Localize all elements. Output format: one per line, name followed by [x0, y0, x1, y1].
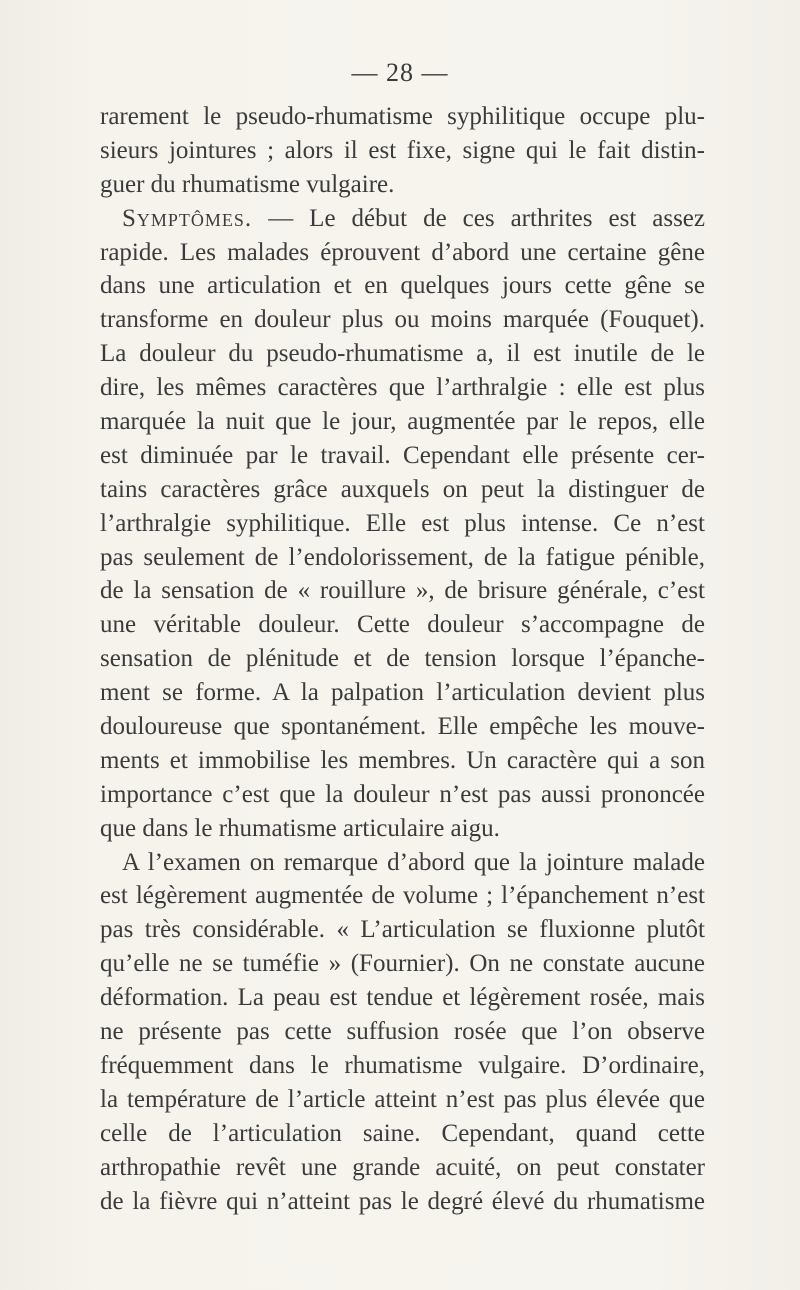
text-line: que dans le rhumatisme articulaire aigu. [100, 814, 500, 842]
text-line: tains caractères grâce auxquels on peut la distinguer de [100, 475, 705, 503]
text-line: importance c’est que la douleur n’est pas aussi prononcée [100, 780, 705, 808]
text-line: l’arthralgie syphilitique. Elle est plus intense. Ce n’est [100, 509, 705, 537]
text-line: celle de l’articulation saine. Cependant, quand cette [100, 1119, 705, 1147]
text-line: sieurs jointures ; alors il est fixe, signe qui le fait distin- [100, 136, 705, 164]
text-line: arthropathie revêt une grande acuité, on peut constater [100, 1153, 705, 1181]
text-line: est légèrement augmentée de volume ; l’épanchement n’est [100, 882, 705, 910]
text-line: est diminuée par le travail. Cependant elle présente cer- [100, 441, 705, 469]
text-line: guer du rhumatisme vulgaire. [100, 170, 395, 198]
text-line: fréquemment dans le rhumatisme vulgaire. D’ordinaire, [100, 1051, 705, 1079]
text-line: qu’elle ne se tuméfie » (Fournier). On ne constate aucune [100, 950, 705, 978]
text-line: pas seulement de l’endolorissement, de la fatigue pénible, [100, 543, 705, 571]
text-line: ment se forme. A la palpation l’articulation devient plus [100, 679, 705, 707]
text-line: dans une articulation et en quelques jours cette gêne se [100, 272, 705, 300]
text-line: marquée la nuit que le jour, augmentée par le repos, elle [100, 408, 705, 436]
text-line-fragment: — Le début de ces arthrites est assez [268, 204, 705, 232]
text-line: déformation. La peau est tendue et légèrement rosée, mais [100, 984, 705, 1012]
body-text [100, 100, 705, 1218]
text-line: de la sensation de « rouillure », de brisure générale, c’est [100, 577, 705, 605]
text-line: de la fièvre qui n’atteint pas le degré élevé du rhumatisme [100, 1187, 705, 1215]
text-line: pas très considérable. « L’articulation se fluxionne plutôt [100, 916, 705, 944]
text-line: A l’examen on remarque d’abord que la jointure malade [122, 848, 705, 876]
text-line: une véritable douleur. Cette douleur s’accompagne de [100, 611, 705, 639]
text-line: douloureuse que spontanément. Elle empêche les mouve- [100, 713, 705, 741]
text-line [100, 202, 705, 236]
text-line: dire, les mêmes caractères que l’arthralgie : elle est plus [100, 374, 705, 402]
section-heading: Symptômes. [122, 204, 253, 232]
text-line: ne présente pas cette suffusion rosée que l’on observe [100, 1018, 705, 1046]
text-line: rapide. Les malades éprouvent d’abord une certaine gêne [100, 238, 705, 266]
text-line: La douleur du pseudo-rhumatisme a, il est inutile de le [100, 340, 705, 368]
text-line: rarement le pseudo-rhumatisme syphilitique occupe plu- [100, 103, 705, 130]
text-line: la température de l’article atteint n’est pas plus élevée que [100, 1085, 705, 1113]
page-number: — 28 — [351, 58, 449, 87]
text-line: transforme en douleur plus ou moins marquée (Fouquet). [100, 306, 705, 334]
text-line: sensation de plénitude et de tension lorsque l’épanche- [100, 645, 705, 673]
text-line: ments et immobilise les membres. Un caractère qui a son [100, 746, 705, 774]
